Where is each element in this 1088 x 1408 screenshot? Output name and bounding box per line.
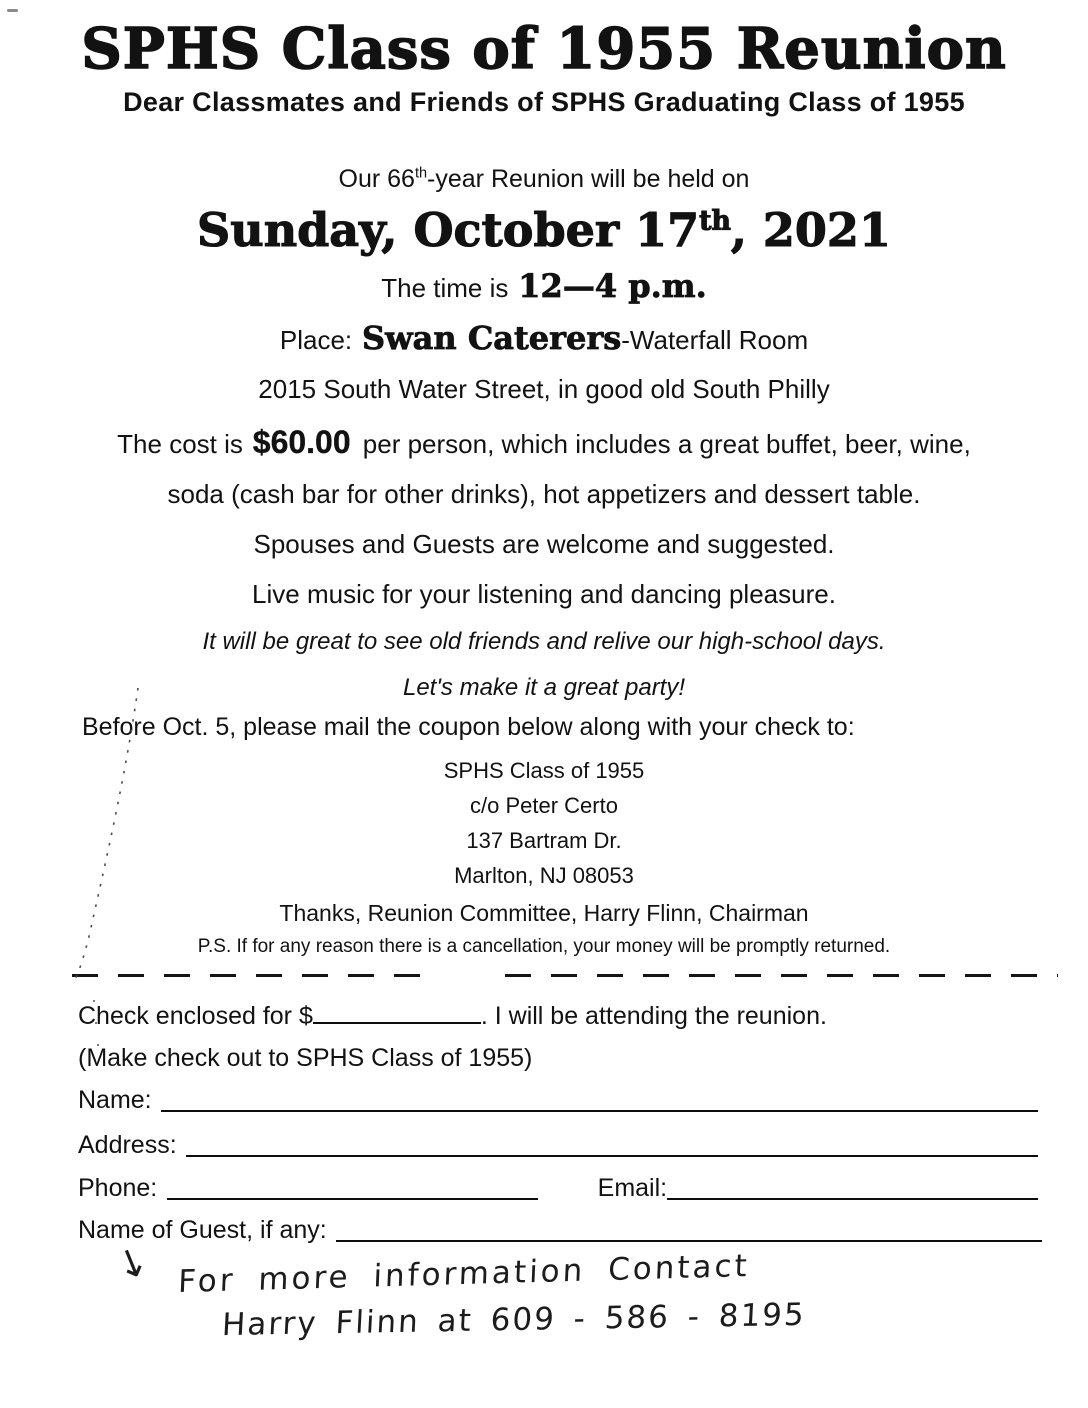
- guest-label: Name of Guest, if any:: [78, 1216, 327, 1244]
- name-blank: [161, 1110, 1038, 1112]
- event-place-line: [0, 320, 1088, 358]
- venue-address-line: 2015 South Water Street, in good old South Philly: [258, 374, 830, 404]
- check-enclosed-line: [78, 1002, 827, 1032]
- cost-suffix: per person, which includes a great buffet, beer, wine,: [362, 429, 971, 459]
- cost-line-2: soda (cash bar for other drinks), hot appetizers and dessert table.: [167, 479, 921, 509]
- address-blank: [186, 1155, 1038, 1157]
- sentiment-line-2: Let's make it a great party!: [402, 674, 686, 701]
- phone-label: Phone:: [78, 1174, 158, 1202]
- cost-value: $60.00: [252, 424, 351, 460]
- recipient-org-line: SPHS Class of 1955: [443, 758, 645, 783]
- recipient-street-line: 137 Bartram Dr.: [466, 828, 622, 853]
- mail-instruction-line: Before Oct. 5, please mail the coupon below along with your check to:: [82, 713, 855, 741]
- place-name: Swan Caterers: [362, 319, 622, 357]
- guest-blank: [336, 1240, 1042, 1242]
- guest-field-row: [78, 1216, 1042, 1245]
- cost-prefix: The cost is: [117, 429, 243, 459]
- recipient-co-line: c/o Peter Certo: [470, 793, 618, 818]
- phone-blank: [167, 1198, 538, 1200]
- event-date-year: , 2021: [730, 203, 891, 257]
- down-arrow-icon: ↓: [108, 1237, 155, 1291]
- handwritten-note-line-2: Harry Flinn at 609 - 586 - 8195: [221, 1296, 807, 1344]
- place-label: Place:: [279, 325, 353, 355]
- salutation-line: Dear Classmates and Friends of SPHS Graduating Class of 1955: [123, 87, 965, 117]
- sentiment-line-1: It will be great to see old friends and relive our high-school days.: [202, 628, 886, 655]
- check-enclosed-prefix: Check enclosed for $: [78, 1002, 313, 1030]
- phone-email-row: [78, 1174, 1038, 1203]
- recipient-city-line: Marlton, NJ 08053: [454, 863, 634, 888]
- name-field-row: [78, 1086, 1038, 1115]
- intro-line: [0, 165, 1088, 195]
- handwritten-note-line-1: For more information Contact: [177, 1247, 751, 1301]
- intro-prefix: Our 66: [338, 165, 415, 193]
- event-date-ordinal: th: [699, 205, 731, 237]
- check-enclosed-suffix: . I will be attending the reunion.: [480, 1002, 827, 1030]
- address-label: Address:: [78, 1131, 177, 1159]
- check-amount-blank: [313, 1004, 481, 1024]
- email-blank: [667, 1198, 1038, 1200]
- scan-fold-artifact: [50, 682, 160, 1082]
- email-label: Email:: [597, 1174, 668, 1202]
- event-date-line: [0, 203, 1088, 257]
- music-line: Live music for your listening and dancing pleasure.: [252, 579, 836, 609]
- flyer-title: SPHS Class of 1955 Reunion: [81, 16, 1007, 82]
- cost-line-1: [0, 424, 1088, 462]
- event-time-line: [0, 268, 1088, 306]
- name-label: Name:: [78, 1086, 152, 1114]
- place-room: -Waterfall Room: [621, 325, 809, 355]
- guests-line: Spouses and Guests are welcome and suggested.: [253, 529, 835, 559]
- ps-line: P.S. If for any reason there is a cancellation, your money will be promptly returned.: [197, 936, 891, 957]
- thanks-line: Thanks, Reunion Committee, Harry Flinn, Chairman: [279, 900, 809, 926]
- scan-corner-mark-artifact: [7, 9, 18, 12]
- make-check-line: (Make check out to SPHS Class of 1955): [78, 1044, 533, 1072]
- time-label: The time is: [381, 273, 509, 303]
- time-value: 12—4 p.m.: [518, 267, 707, 305]
- event-date: Sunday, October 17: [197, 203, 700, 257]
- intro-ordinal: th: [414, 165, 428, 182]
- intro-suffix: -year Reunion will be held on: [427, 165, 750, 193]
- address-field-row: [78, 1131, 1038, 1160]
